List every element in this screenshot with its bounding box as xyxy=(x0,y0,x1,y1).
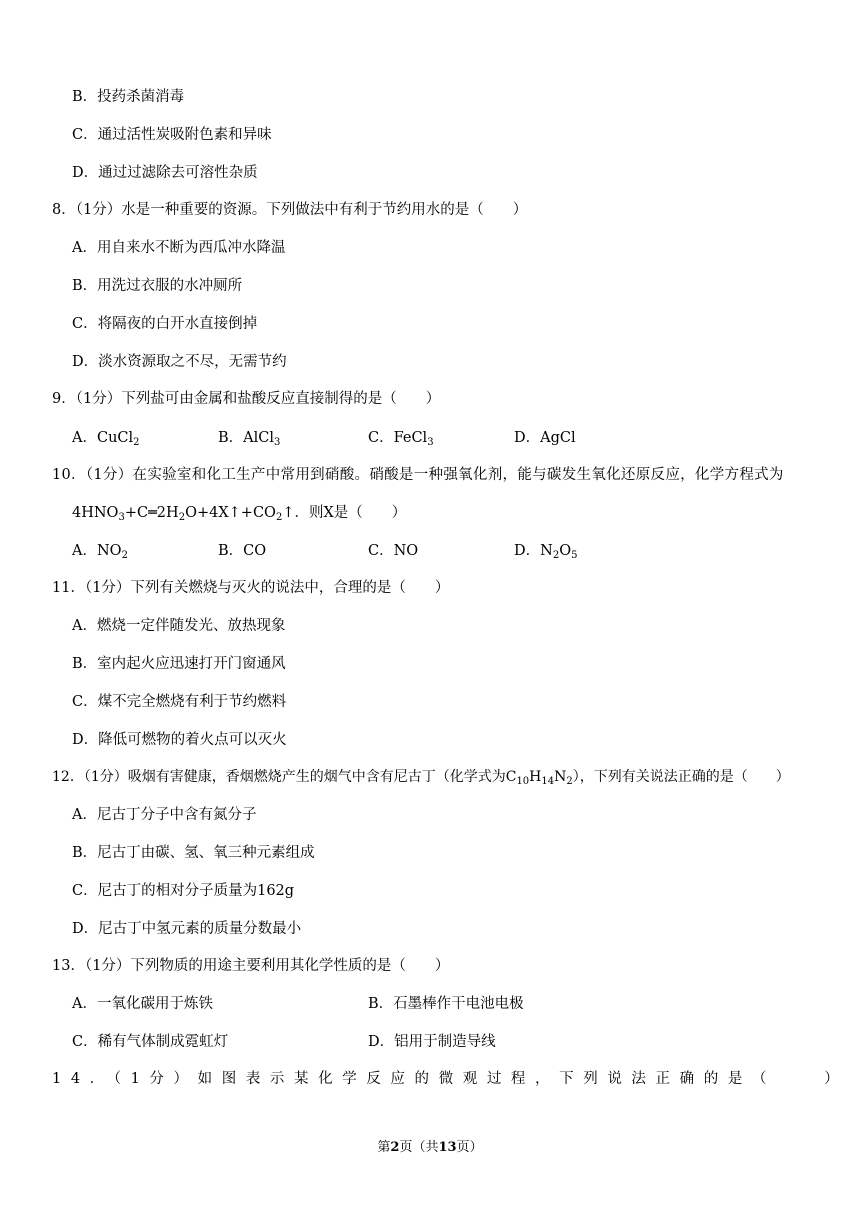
q12-option-b: B．尼古丁由碳、氢、氧三种元素组成 xyxy=(72,845,315,861)
q9-option-d: D．AgCl xyxy=(514,430,576,446)
q11-stem: 11．（1分）下列有关燃烧与灭火的说法中，合理的是（ ） xyxy=(52,580,450,596)
q12-stem: 12．（1分）吸烟有害健康，香烟燃烧产生的烟气中含有尼古丁（化学式为$C_{10}H_{14}N_2$），下列有关说法正确的是（ ） xyxy=(52,769,790,787)
q10-equation: $4HNO_3+C═2H_2O+4X↑+CO_2↑$．则X是（ ） xyxy=(72,505,407,523)
q10-option-a: A．$NO_2$ xyxy=(72,543,128,561)
q14-stem: 14．（1分）如图表示某化学反应的微观过程，下列说法正确的是（ ） xyxy=(52,1071,849,1087)
q10-option-c: C．NO xyxy=(368,543,419,559)
q7-option-b: B．投药杀菌消毒 xyxy=(72,89,185,105)
q8-stem: 8．（1分）水是一种重要的资源。下列做法中有利于节约用水的是（ ） xyxy=(52,202,528,218)
q11-option-d: D．降低可燃物的着火点可以灭火 xyxy=(72,732,287,748)
q8-option-c: C．将隔夜的白开水直接倒掉 xyxy=(72,316,258,332)
q8-option-d: D．淡水资源取之不尽，无需节约 xyxy=(72,354,287,370)
q10-option-d: D．$N_2O_5$ xyxy=(514,543,578,561)
q7-option-c: C．通过活性炭吸附色素和异味 xyxy=(72,127,272,143)
q8-option-a: A．用自来水不断为西瓜冲水降温 xyxy=(72,240,286,256)
q12-option-a: A．尼古丁分子中含有氮分子 xyxy=(72,807,257,823)
q13-option-a: A．一氧化碳用于炼铁 xyxy=(72,996,213,1012)
q9-option-b: B．AlCl$_3$ xyxy=(218,430,281,448)
q9-option-a: A．CuCl$_2$ xyxy=(72,430,140,448)
q13-option-c: C．稀有气体制成霓虹灯 xyxy=(72,1034,229,1050)
q10-option-b: B．CO xyxy=(218,543,267,559)
q10-stem: 10．（1分）在实验室和化工生产中常用到硝酸。硝酸是一种强氧化剂，能与碳发生氧化还原反应，化学方程式为 xyxy=(52,467,784,483)
q13-stem: 13．（1分）下列物质的用途主要利用其化学性质的是（ ） xyxy=(52,958,450,974)
q13-option-d: D．铝用于制造导线 xyxy=(368,1034,496,1050)
q11-option-c: C．煤不完全燃烧有利于节约燃料 xyxy=(72,694,287,710)
q11-option-b: B．室内起火应迅速打开门窗通风 xyxy=(72,656,286,672)
q7-option-d: D．通过过滤除去可溶性杂质 xyxy=(72,165,258,181)
q12-option-d: D．尼古丁中氢元素的质量分数最小 xyxy=(72,921,302,937)
page-footer: 第2页（共13页） xyxy=(377,1140,483,1155)
q9-option-c: C．FeCl$_3$ xyxy=(368,430,434,448)
q12-option-c: C．尼古丁的相对分子质量为162g xyxy=(72,883,295,899)
q13-option-b: B．石墨棒作干电池电极 xyxy=(368,996,524,1012)
q8-option-b: B．用洗过衣服的水冲厕所 xyxy=(72,278,243,294)
q11-option-a: A．燃烧一定伴随发光、放热现象 xyxy=(72,618,286,634)
q9-stem: 9．（1分）下列盐可由金属和盐酸反应直接制得的是（ ） xyxy=(52,391,441,407)
